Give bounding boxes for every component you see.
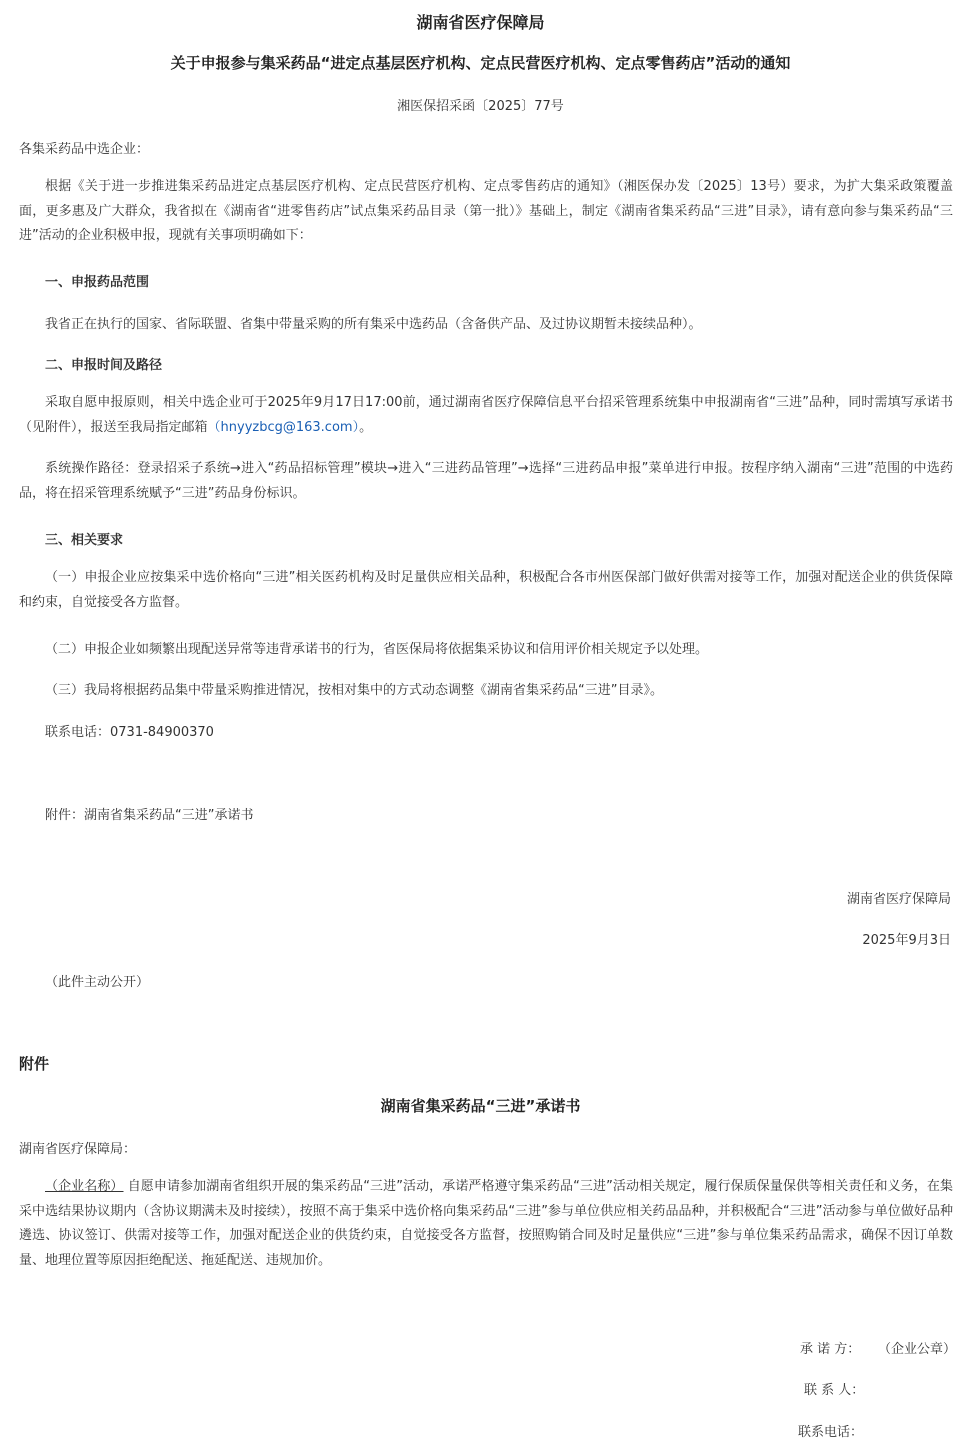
annex-addressee: 湖南省医疗保障局： — [19, 1142, 137, 1157]
system-path-paragraph: 系统操作路径：登录招采子系统→进入“药品招标管理”模块→进入“三进药品管理”→选择“三进药品申报”菜单进行申报。按程序纳入湖南“三进”范围的中选药品，将在招采管理系统赋予“三进”药品身份标识。 — [19, 461, 953, 501]
section-2-heading: 二、申报时间及路径 — [45, 358, 163, 373]
signature-date: 2025年9月3日 — [862, 933, 951, 948]
annex-title: 湖南省集采药品“三进”承诺书 — [380, 1097, 581, 1115]
section-1-text: 我省正在执行的国家、省际联盟、省集中带量采购的所有集采中选药品（含备供产品、及过协议期暂未接续品种）。 — [45, 317, 702, 332]
contact-phone: 联系电话：0731-84900370 — [45, 725, 214, 740]
requirement-3: （三）我局将根据药品集中带量采购推进情况，按相对集中的方式动态调整《湖南省集采药品“三进”目录》。 — [45, 683, 663, 698]
annex-label: 附件 — [19, 1055, 50, 1073]
document-number: 湘医保招采函〔2025〕77号 — [397, 99, 564, 114]
pledge-party-label: 承 诺 方： — [800, 1342, 861, 1357]
company-name-blank: （企业名称） — [45, 1179, 124, 1194]
pledge-text: 自愿申请参加湖南省组织开展的集采药品“三进”活动，承诺严格遵守集采药品“三进”活动相关规定，履行保质保量保供等相关责任和义务，在集采中选结果协议期内（含协议期满未及时接续），按照不高于集采中选价格向集采药品“三进”参与单位供应相关药品品种，并积极配合“三进”活动参与单位做好品种遴选、协议签订、供需对接等工作，加强对配送企业的供货约束，自觉接受各方监督，按照购销合同及时足量供应“三进”参与单位集采药品需求，确保不因订单数量、地理位置等原因拒绝配送、拖延配送、违规加价。 — [19, 1179, 953, 1268]
section-2-paragraph — [19, 391, 953, 440]
signature-agency: 湖南省医疗保障局 — [846, 892, 951, 907]
section-2-text-end: 。 — [359, 419, 373, 435]
attachment-link[interactable]: 附件：湖南省集采药品“三进”承诺书 — [45, 808, 254, 823]
pledge-party-seal: （企业公章） — [878, 1342, 957, 1357]
salutation: 各集采药品中选企业： — [19, 142, 150, 157]
intro-paragraph: 根据《关于进一步推进集采药品进定点基层医疗机构、定点民营医疗机构、定点零售药店的通知》（湘医保办发〔2025〕13号）要求，为扩大集采政策覆盖面，更多惠及广大群众，我省拟在《湖南省“进零售药店”试点集采药品目录（第一批）》基础上，制定《湖南省集采药品“三进”目录》，请有意向参与集采药品“三进”活动的企业积极申报，现就有关事项明确如下： — [19, 179, 953, 243]
pledge-paragraph — [19, 1175, 953, 1273]
agency-title: 湖南省医疗保障局 — [416, 13, 545, 32]
email-link[interactable]: （hnyyzbcg@163.com） — [207, 419, 360, 435]
contact-person-label: 联 系 人： — [804, 1383, 865, 1398]
disclosure-note: （此件主动公开） — [45, 975, 150, 990]
pledge-phone-label: 联系电话： — [798, 1425, 864, 1440]
section-2-text: 采取自愿申报原则，相关中选企业可于2025年9月17日17:00前，通过湖南省医疗保障信息平台招采管理系统集中申报湖南省“三进”品种，同时需填写承诺书（见附件），报送至我局指定邮箱 — [19, 395, 953, 435]
notice-title: 关于申报参与集采药品“进定点基层医疗机构、定点民营医疗机构、定点零售药店”活动的通知 — [170, 54, 791, 72]
requirement-2: （二）申报企业如频繁出现配送异常等违背承诺书的行为，省医保局将依据集采协议和信用评价相关规定予以处理。 — [45, 642, 709, 657]
section-1-heading: 一、申报药品范围 — [45, 275, 150, 290]
requirement-1: （一）申报企业应按集采中选价格向“三进”相关医药机构及时足量供应相关品种，积极配合各市州医保部门做好供需对接等工作，加强对配送企业的供货保障和约束，自觉接受各方监督。 — [19, 570, 953, 610]
section-3-heading: 三、相关要求 — [45, 533, 124, 548]
